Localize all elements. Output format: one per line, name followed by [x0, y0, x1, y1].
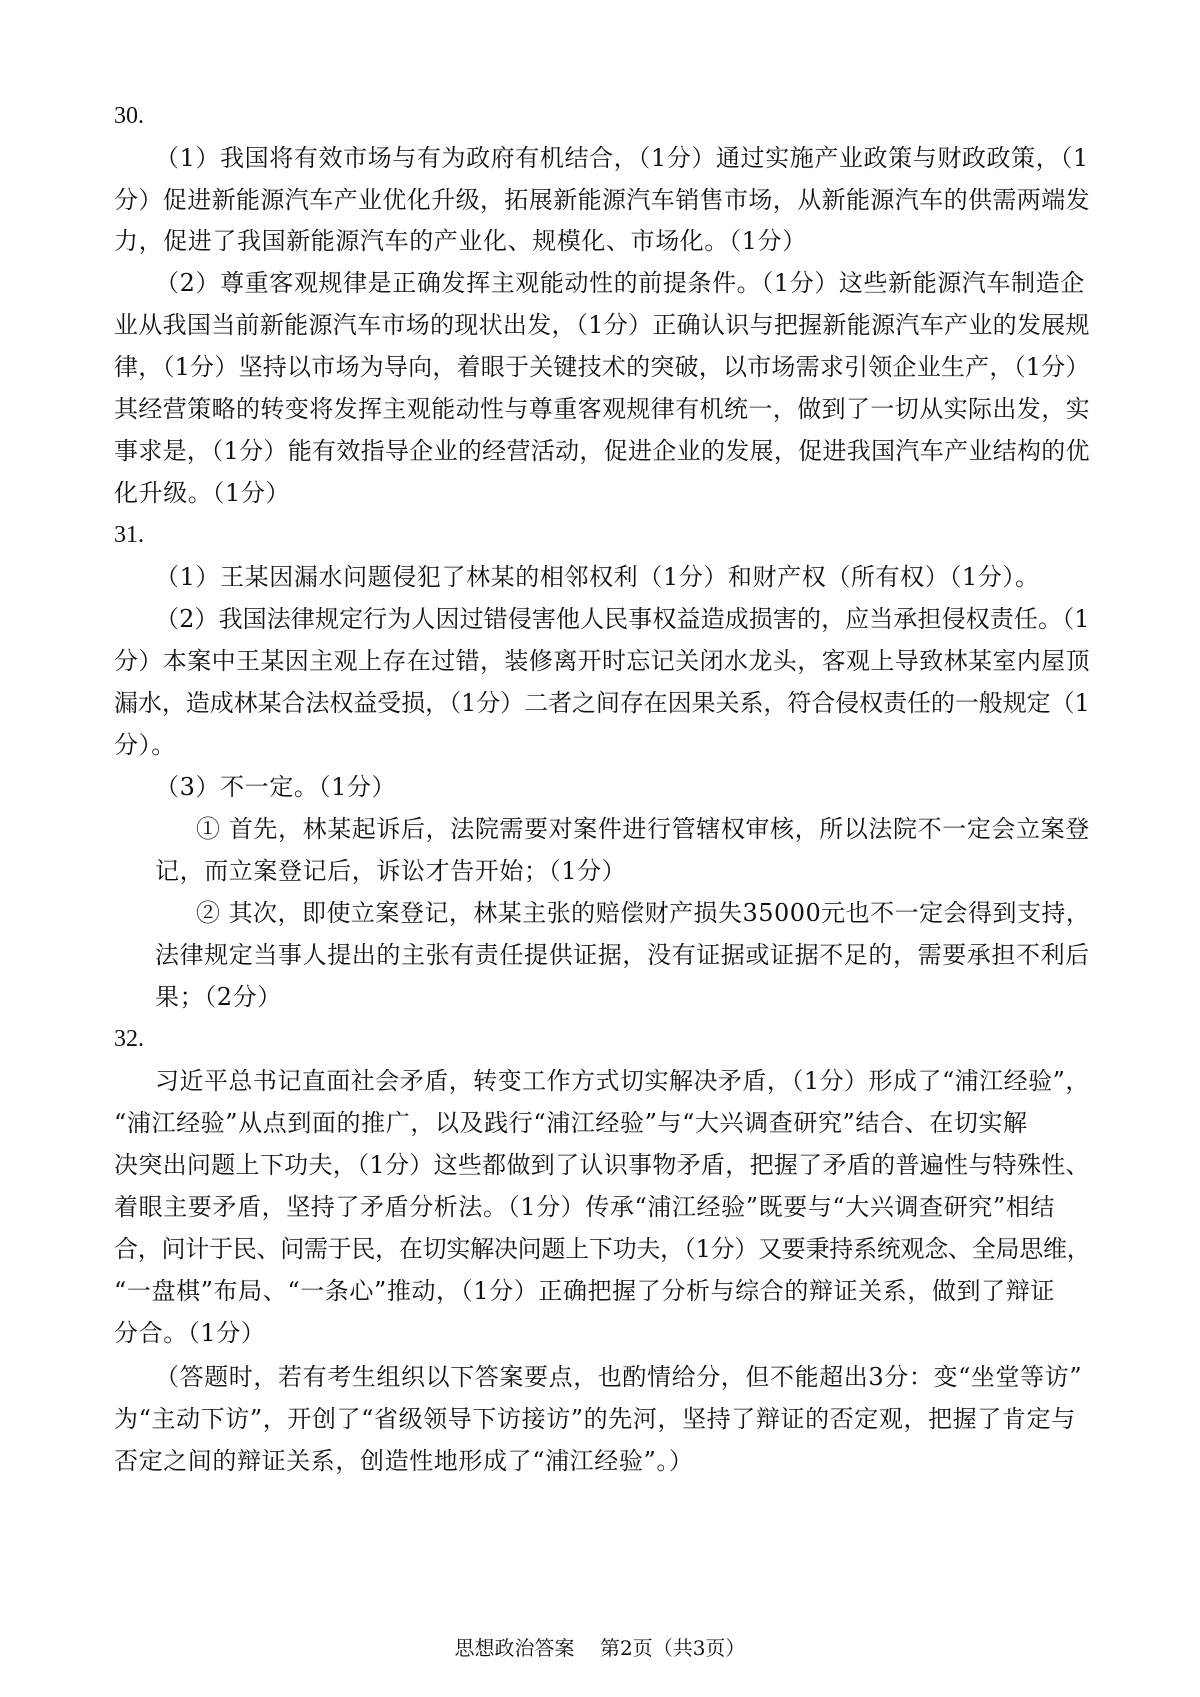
q31-part2-line-1: （2）我国法律规定行为人因过错侵害他人民事权益造成损害的，应当承担侵权责任。（1: [155, 605, 1090, 633]
q32-note-line-1: （答题时，若有考生组织以下答案要点，也酌情给分，但不能超出3分：变“坐堂等访”: [155, 1363, 1083, 1391]
q31-point1-line-1: ① 首先，林某起诉后，法院需要对案件进行管辖权审核，所以法院不一定会立案登: [196, 815, 1090, 843]
q32-note-line-3: 否定之间的辩证关系，创造性地形成了“浦江经验”。）: [114, 1447, 694, 1475]
q31-point2-line-1: ② 其次，即使立案登记，林某主张的赔偿财产损失35000元也不一定会得到支持，: [196, 899, 1091, 927]
q30-part1-line-1: （1）我国将有效市场与有为政府有机结合，（1分）通过实施产业政策与财政政策，（1: [155, 144, 1089, 172]
footer-page-number: 第2页（共3页）: [599, 1636, 746, 1660]
footer-subject: 思想政治答案: [454, 1636, 575, 1660]
q32-body-line-4: 着眼主要矛盾，坚持了矛盾分析法。（1分）传承“浦江经验”既要与“大兴调查研究”相结: [114, 1193, 1055, 1221]
q32-body-line-5: 合，问计于民、问需于民，在切实解决问题上下功夫，（1分）又要秉持系统观念、全局思维，: [114, 1235, 1091, 1263]
page-footer: [0, 1635, 1200, 1661]
q30-part1-line-2: 分）促进新能源汽车产业优化升级，拓展新能源汽车销售市场，从新能源汽车的供需两端发: [114, 186, 1090, 214]
q31-part1-line-1: （1）王某因漏水问题侵犯了林某的相邻权利（1分）和财产权（所有权）（1分）。: [155, 563, 1040, 591]
q30-part1-line-3: 力，促进了我国新能源汽车的产业化、规模化、市场化。（1分）: [114, 227, 807, 255]
q30-part2-line-5: 事求是，（1分）能有效指导企业的经营活动，促进企业的发展，促进我国汽车产业结构的优: [114, 437, 1090, 465]
q31-part2-line-4: 分）。: [114, 731, 176, 759]
q32-body-line-6: “一盘棋”布局、“一条心”推动，（1分）正确把握了分析与综合的辩证关系，做到了辩证: [114, 1277, 1055, 1305]
q31-part2-line-2: 分）本案中王某因主观上存在过错，装修离开时忘记关闭水龙头，客观上导致林某室内屋顶: [114, 647, 1090, 675]
q31-part3-line-1: （3）不一定。（1分）: [155, 773, 397, 801]
q31-part2-line-3: 漏水，造成林某合法权益受损，（1分）二者之间存在因果关系，符合侵权责任的一般规定（1: [114, 689, 1090, 717]
question-31-number: 31.: [114, 522, 144, 548]
q32-note-line-2: 为“主动下访”，开创了“省级领导下访接访”的先河，坚持了辩证的否定观，把握了肯定与: [114, 1405, 1076, 1433]
q31-point2-line-3: 果；（2分）: [155, 983, 282, 1011]
q30-part2-line-1: （2）尊重客观规律是正确发挥主观能动性的前提条件。（1分）这些新能源汽车制造企: [155, 269, 1085, 297]
q32-body-line-3: 决突出问题上下功夫，（1分）这些都做到了认识事物矛盾，把握了矛盾的普遍性与特殊性、: [114, 1151, 1090, 1179]
q30-part2-line-2: 业从我国当前新能源汽车市场的现状出发，（1分）正确认识与把握新能源汽车产业的发展规: [114, 311, 1090, 339]
q30-part2-line-6: 化升级。（1分）: [114, 479, 291, 507]
q32-body-line-1: 习近平总书记直面社会矛盾，转变工作方式切实解决矛盾，（1分）形成了“浦江经验”，: [155, 1067, 1090, 1095]
question-30-number: 30.: [114, 103, 144, 129]
q30-part2-line-3: 律，（1分）坚持以市场为导向，着眼于关键技术的突破，以市场需求引领企业生产，（1分）: [114, 353, 1090, 381]
q31-point2-line-2: 法律规定当事人提出的主张有责任提供证据，没有证据或证据不足的，需要承担不利后: [155, 941, 1090, 969]
q32-body-line-2: “浦江经验”从点到面的推广，以及践行“浦江经验”与“大兴调查研究”结合、在切实解: [114, 1109, 1028, 1137]
question-32-number: 32.: [114, 1026, 144, 1052]
q32-body-line-7: 分合。（1分）: [114, 1319, 266, 1347]
q30-part2-line-4: 其经营策略的转变将发挥主观能动性与尊重客观规律有机统一，做到了一切从实际出发，实: [114, 395, 1090, 423]
q31-point1-line-2: 记，而立案登记后，诉讼才告开始；（1分）: [155, 857, 627, 885]
